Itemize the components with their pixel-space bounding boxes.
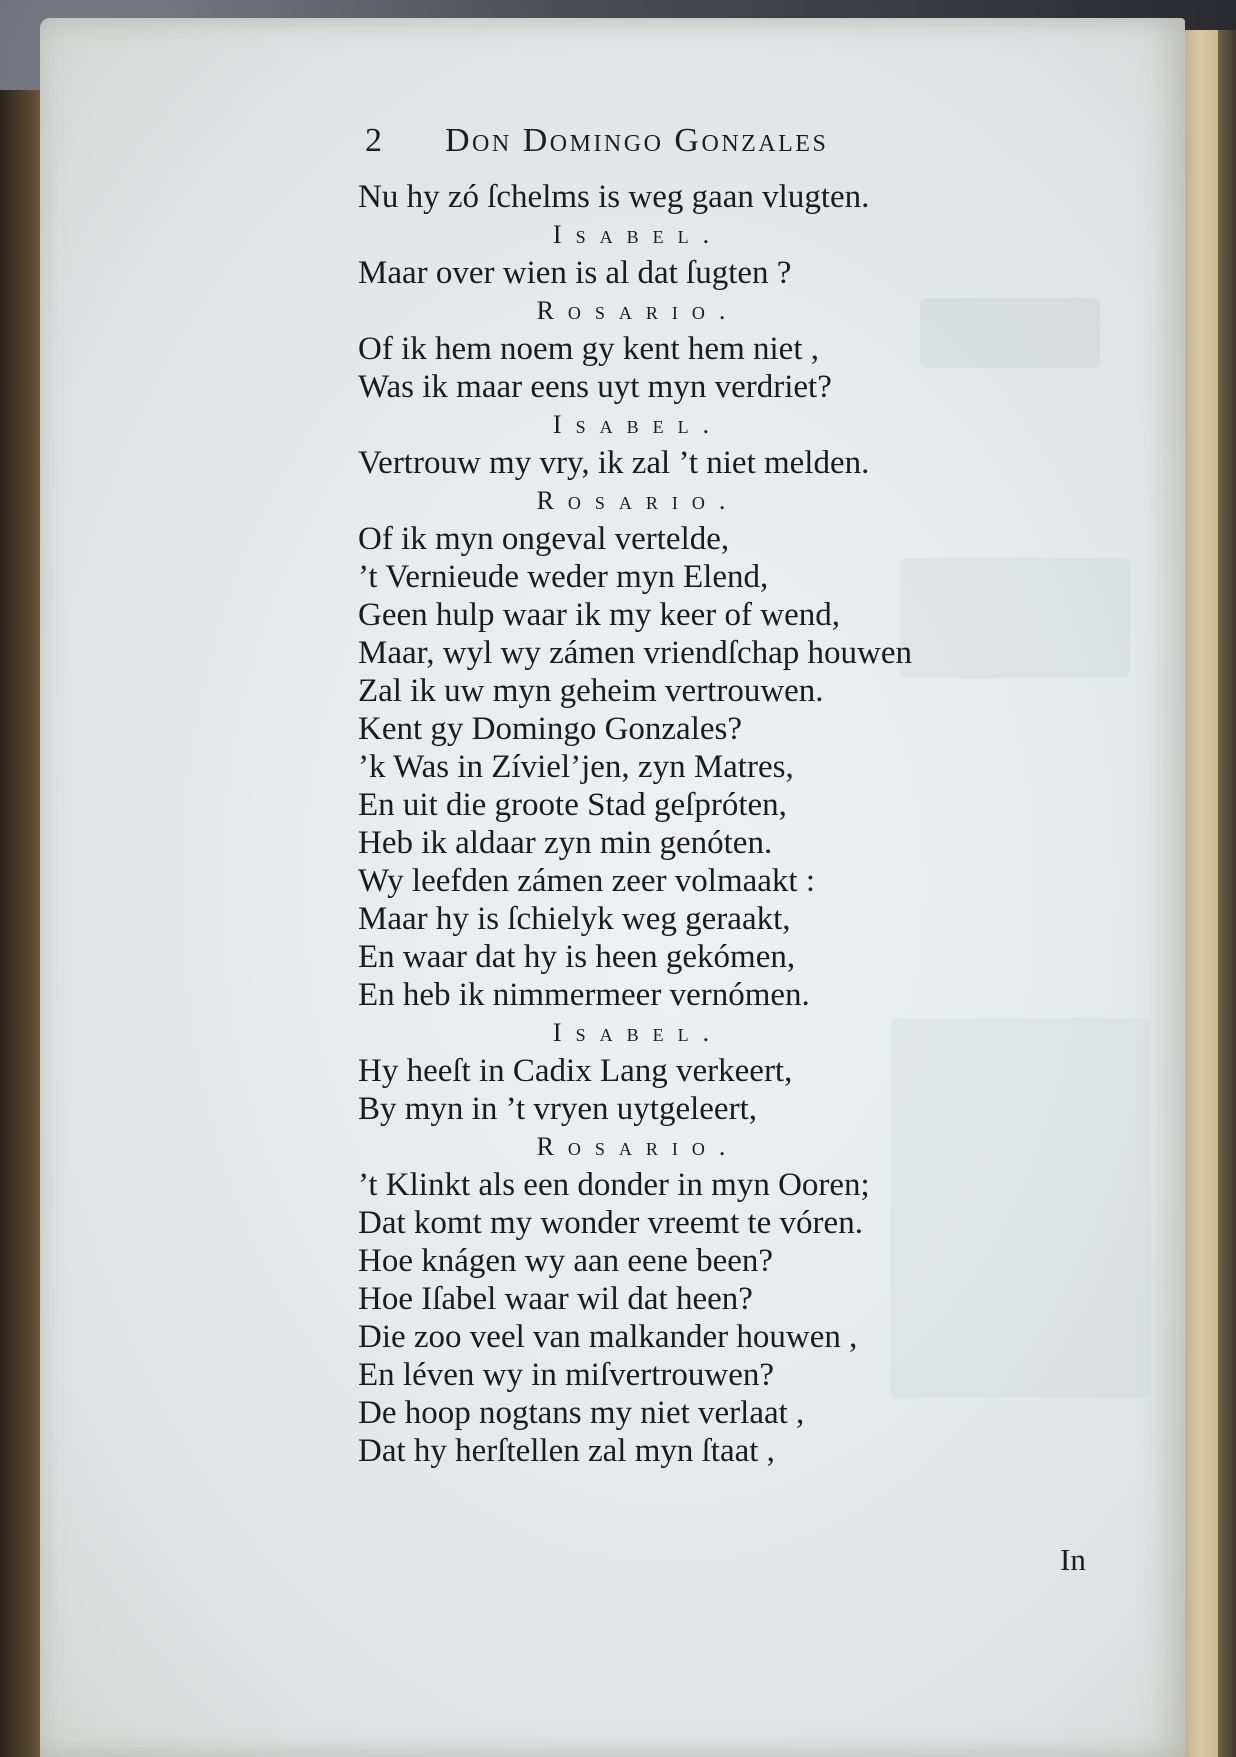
verse-line: Hoe Iſabel waar wil dat heen?	[358, 1281, 753, 1317]
page-number: 2	[365, 122, 382, 159]
verse-line: Maar over wien is al dat ſugten ?	[358, 255, 792, 291]
verse-line: Was ik maar eens uyt myn verdriet?	[358, 369, 832, 405]
verse-text-block	[358, 178, 1078, 1470]
verse-line: ’k Was in Zíviel’jen, zyn Matres,	[358, 749, 794, 785]
speaker-name: Rosario.	[536, 486, 740, 515]
verse-line: Hy heeſt in Cadix Lang verkeert,	[358, 1053, 793, 1089]
speaker-name: Rosario.	[536, 296, 740, 325]
speaker-name: Rosario.	[536, 1132, 740, 1161]
verse-line: Maar hy is ſchielyk weg geraakt,	[358, 901, 791, 937]
running-header	[365, 122, 1025, 182]
verse-line: Heb ik aldaar zyn min genóten.	[358, 825, 773, 861]
book-cover-edge	[1218, 30, 1236, 1757]
speaker-name: Isabel.	[552, 410, 724, 439]
verse-line: Maar, wyl wy zámen vriendſchap houwen	[358, 635, 912, 671]
catchword: In	[1060, 1542, 1086, 1577]
verse-line: Zal ik uw myn geheim vertrouwen.	[358, 673, 824, 709]
verse-line: Dat hy herſtellen zal myn ſtaat ,	[358, 1433, 775, 1469]
verse-line: En heb ik nimmermeer vernómen.	[358, 977, 810, 1013]
verse-line: Kent gy Domingo Gonzales?	[358, 711, 742, 747]
verse-line: Geen hulp waar ik my keer of wend,	[358, 597, 840, 633]
verse-line: Hoe knágen wy aan eene been?	[358, 1243, 774, 1279]
verse-line: Die zoo veel van malkander houwen ,	[358, 1319, 858, 1355]
verse-line: By myn in ’t vryen uytgeleert,	[358, 1091, 757, 1127]
running-title: Don Domingo Gonzales	[445, 122, 829, 159]
verse-line: Of ik hem noem gy kent hem niet ,	[358, 331, 819, 367]
verse-line: ’t Vernieude weder myn Elend,	[358, 559, 769, 595]
verse-line: Vertrouw my vry, ik zal ’t niet melden.	[358, 445, 870, 481]
verse-line: Of ik myn ongeval vertelde,	[358, 521, 730, 557]
verse-line: En waar dat hy is heen gekómen,	[358, 939, 796, 975]
verse-line: En uit die groote Stad geſpróten,	[358, 787, 787, 823]
speaker-name: Isabel.	[552, 220, 724, 249]
verse-line: ’t Klinkt als een donder in myn Ooren;	[358, 1167, 870, 1203]
verse-line: En léven wy in miſvertrouwen?	[358, 1357, 775, 1393]
verse-line: Dat komt my wonder vreemt te vóren.	[358, 1205, 863, 1241]
verse-line: Wy leefden zámen zeer volmaakt :	[358, 863, 816, 899]
verse-line: De hoop nogtans my niet verlaat ,	[358, 1395, 805, 1431]
verse-line: Nu hy zó ſchelms is weg gaan vlugten.	[358, 179, 870, 215]
speaker-name: Isabel.	[552, 1018, 724, 1047]
